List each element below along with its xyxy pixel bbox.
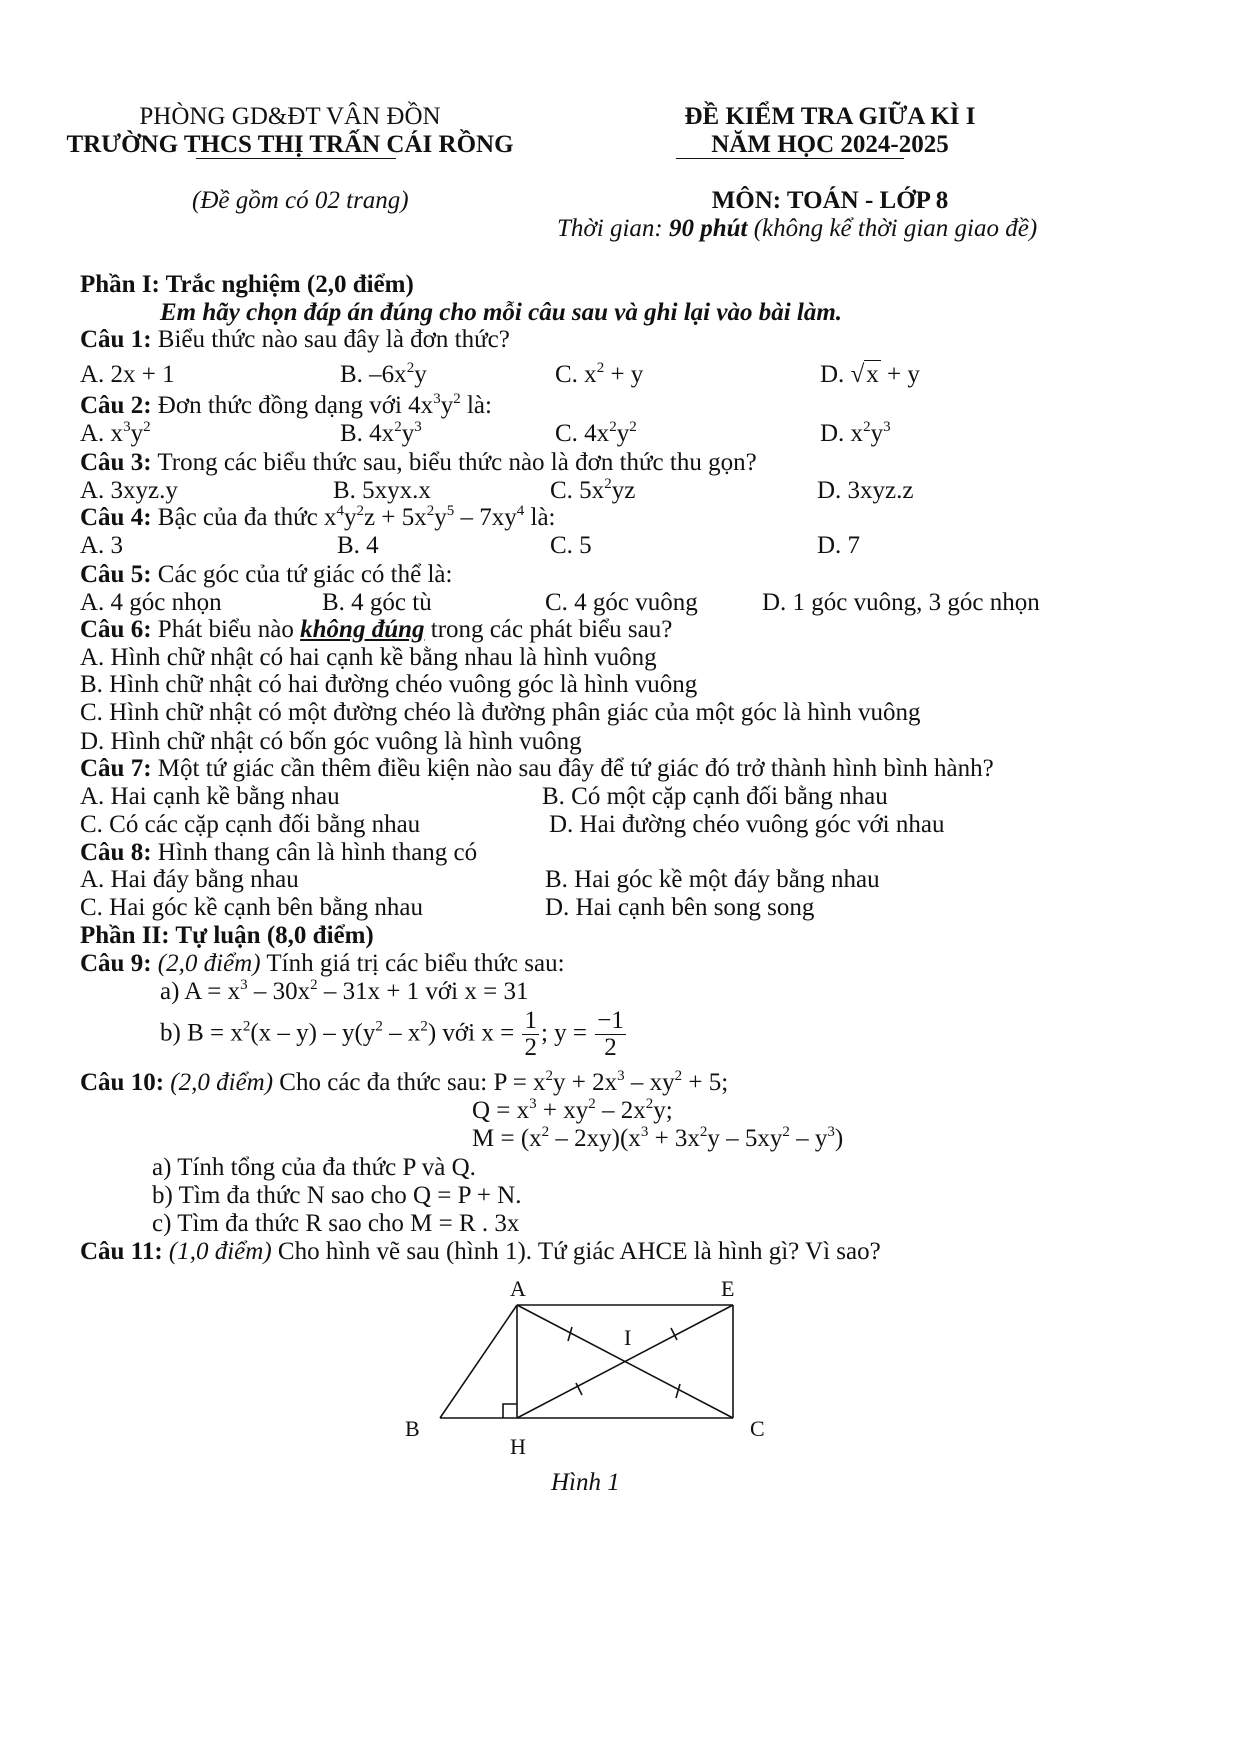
- school-name: TRƯỜNG THCS THỊ TRẤN CÁI RỒNG: [66, 131, 514, 158]
- figure-caption: Hình 1: [551, 1469, 620, 1496]
- time-label: Thời gian:: [557, 215, 663, 242]
- label-H: H: [510, 1434, 526, 1459]
- q2-option-a: A. $x^3y^2$: [80, 419, 151, 447]
- department-name: PHÒNG GD&ĐT VÂN ĐỒN: [139, 103, 441, 130]
- q10-poly-q: $Q = x^3 + xy^2 - 2x^2y$;: [472, 1096, 673, 1124]
- pages-note: (Đề gồm có 02 trang): [192, 187, 409, 214]
- q10-part-b: b) Tìm đa thức N sao cho Q = P + N.: [152, 1182, 522, 1209]
- fraction-one-half: $\frac{1}{2}$: [524, 1007, 537, 1062]
- question-3: Câu 3: Trong các biểu thức sau, biểu thức nào là đơn thức thu gọn?: [80, 449, 757, 476]
- q6-option-d: D. Hình chữ nhật có bốn góc vuông là hình vuông: [80, 728, 582, 755]
- q2-option-d: D. $x^2y^3$: [820, 419, 891, 447]
- q5-option-c: C. 4 góc vuông: [545, 589, 698, 616]
- q7-option-b: B. Có một cặp cạnh đối bằng nhau: [542, 783, 888, 810]
- q1-option-a: A. 2x + 1: [80, 361, 175, 388]
- segment-BA: [440, 1305, 517, 1418]
- q4-option-b: B. 4: [337, 532, 379, 559]
- question-4: Câu 4: Bậc của đa thức $x^4y^2z + 5x^2y^5 - 7xy^4$ là:: [80, 503, 556, 531]
- q5-option-d: D. 1 góc vuông, 3 góc nhọn: [762, 589, 1040, 616]
- q6-option-c: C. Hình chữ nhật có một đường chéo là đường phân giác của một góc là hình vuông: [80, 699, 921, 726]
- time-note: (không kể thời gian giao đề): [753, 215, 1038, 242]
- question-11: Câu 11: (1,0 điểm) Cho hình vẽ sau (hình 1). Tứ giác AHCE là hình gì? Vì sao?: [80, 1238, 881, 1265]
- q5-option-b: B. 4 góc tù: [322, 589, 432, 616]
- subject-title: MÔN: TOÁN - LỚP 8: [711, 187, 949, 214]
- q2-option-b: B. $4x^2y^3$: [340, 419, 422, 447]
- part1-title: Phần I: Trắc nghiệm (2,0 điểm): [80, 271, 414, 298]
- label-C: C: [750, 1416, 765, 1441]
- part1-instruction: Em hãy chọn đáp án đúng cho mỗi câu sau và ghi lại vào bài làm.: [160, 299, 843, 326]
- q1-option-d: D. √x + y: [820, 361, 920, 388]
- q3-option-b: B. 5xyx.x: [333, 477, 431, 504]
- part2-title: Phần II: Tự luận (8,0 điểm): [80, 922, 374, 949]
- q8-option-c: C. Hai góc kề cạnh bên bằng nhau: [80, 894, 423, 921]
- time-value: 90 phút: [668, 215, 748, 242]
- q8-option-d: D. Hai cạnh bên song song: [545, 894, 815, 921]
- q4-option-a: A. 3: [80, 532, 124, 559]
- question-1: Câu 1: Biểu thức nào sau đây là đơn thức?: [80, 326, 510, 353]
- q7-option-c: C. Có các cặp cạnh đối bằng nhau: [80, 811, 421, 838]
- q9-part-a: a) $A = x^3 - 30x^2 - 31x + 1$ với x = 31: [160, 977, 529, 1005]
- q3-option-c: C. $5x^2yz$: [550, 476, 636, 504]
- q3-option-a: A. 3xyz.y: [80, 477, 178, 504]
- label-E: E: [721, 1276, 735, 1301]
- question-9: Câu 9: (2,0 điểm) Tính giá trị các biểu thức sau:: [80, 950, 565, 977]
- q10-poly-m: $M = (x^2 - 2xy)(x^3 + 3x^2y - 5xy^2 - y^3)$: [472, 1124, 844, 1152]
- label-I: I: [624, 1325, 632, 1350]
- q8-option-b: B. Hai góc kề một đáy bằng nhau: [545, 866, 880, 893]
- fraction-minus-one-half: $\frac{-1}{2}$: [597, 1007, 624, 1062]
- q1-option-c: C. $x^2 + y$: [555, 360, 644, 388]
- q8-option-a: A. Hai đáy bằng nhau: [80, 866, 299, 893]
- tick-mark: [676, 1384, 680, 1398]
- q1-option-b: B. $-6x^2y$: [340, 360, 427, 388]
- question-6: Câu 6: Phát biểu nào không đúng trong các phát biểu sau?: [80, 616, 673, 643]
- q6-option-b: B. Hình chữ nhật có hai đường chéo vuông góc là hình vuông: [80, 671, 698, 698]
- exam-title: ĐỀ KIỂM TRA GIỮA KÌ I: [684, 103, 976, 130]
- label-B: B: [405, 1416, 420, 1441]
- q7-option-d: D. Hai đường chéo vuông góc với nhau: [549, 811, 945, 838]
- q3-option-d: D. 3xyz.z: [817, 477, 914, 504]
- right-angle-mark: [503, 1404, 517, 1418]
- q6-option-a: A. Hình chữ nhật có hai cạnh kề bằng nhau là hình vuông: [80, 644, 657, 671]
- q7-option-a: A. Hai cạnh kề bằng nhau: [80, 783, 340, 810]
- question-8: Câu 8: Hình thang cân là hình thang có: [80, 839, 478, 866]
- q4-option-d: D. 7: [817, 532, 861, 559]
- question-2: Câu 2: Đơn thức đồng dạng với $4x^3y^2$ là:: [80, 391, 492, 419]
- label-A: A: [510, 1276, 526, 1301]
- q10-part-c: c) Tìm đa thức R sao cho M = R . 3x: [152, 1210, 520, 1237]
- question-7: Câu 7: Một tứ giác cần thêm điều kiện nào sau đây để tứ giác đó trở thành hình bình hành?: [80, 755, 994, 782]
- q5-option-a: A. 4 góc nhọn: [80, 589, 222, 616]
- q10-part-a: a) Tính tổng của đa thức P và Q.: [152, 1154, 476, 1181]
- q2-option-c: C. $4x^2y^2$: [555, 419, 637, 447]
- q9-part-b: b) $B = x^2(x - y) - y(y^2 - x^2)$ với x = $\frac{1}{2}$ ; y = $\frac{-1}{2}$: [160, 1007, 624, 1062]
- school-year: NĂM HỌC 2024-2025: [711, 131, 949, 158]
- q4-option-c: C. 5: [550, 532, 592, 559]
- question-10: Câu 10: (2,0 điểm) Cho các đa thức sau: $P = x^2y + 2x^3 - xy^2 + 5$;: [80, 1068, 729, 1096]
- question-5: Câu 5: Các góc của tứ giác có thể là:: [80, 561, 453, 588]
